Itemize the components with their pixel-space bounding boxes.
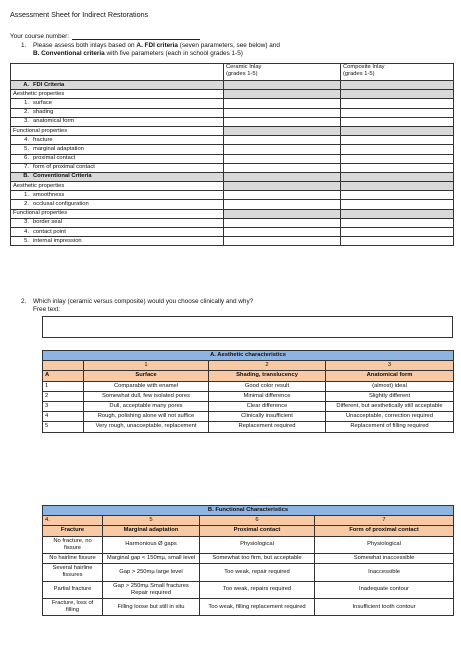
aesthetic-characteristics-table [42,350,454,433]
col-num: 1 [84,361,209,371]
composite-grade-cell[interactable] [341,228,454,237]
grading-row-item [11,154,454,163]
col-num: 5 [103,516,200,526]
grading-row-group [11,209,454,218]
criterion-label: 5. marginal adaptation [11,145,224,154]
table-cell: Several hairline fissures [43,564,103,581]
criterion-label: 1. surface [11,99,224,108]
composite-grade-cell[interactable] [341,191,454,200]
composite-grade-cell [341,172,454,181]
composite-grade-cell [341,81,454,90]
col-name: Surface [84,371,209,381]
table-row [43,564,454,581]
course-number-field [10,33,200,40]
table-cell: Comparable with enamel [84,381,209,391]
table-cell: No fracture, no fissure [43,536,103,553]
table-cell: Too weak, repair required [200,564,315,581]
ceramic-grade-cell[interactable] [224,191,341,200]
ceramic-grade-cell[interactable] [224,237,341,246]
table-row [43,381,454,391]
question-2-text: Which inlay (ceramic versus composite) would you choose clinically and why? [33,298,254,305]
grading-row-item [11,163,454,172]
grading-row-item [11,108,454,117]
table-cell: Unacceptable, correction required [326,412,454,422]
col-num-blank [43,361,84,371]
table-cell: Inadequate contour [315,581,454,598]
table-cell: Clinically insufficient [209,412,326,422]
table-cell: Too weak, repairs required [200,581,315,598]
ceramic-grade-cell[interactable] [224,108,341,117]
table-row [43,391,454,401]
col-num: 2 [209,361,326,371]
table-row [43,554,454,564]
table-cell: Somewhat inaccessible [315,554,454,564]
grading-row-item [11,99,454,108]
col-name: Fracture [43,526,103,536]
table-cell: Rough, polishing alone will not suffice [84,412,209,422]
composite-grade-cell[interactable] [341,136,454,145]
table-cell: Somewhat too firm, but acceptable [200,554,315,564]
table-cell: Partial fracture [43,581,103,598]
course-number-input[interactable] [72,33,200,40]
criterion-label: 5. internal impression [11,237,224,246]
table-row [43,599,454,616]
table-cell: Replacement of filling required [326,422,454,432]
criterion-label: 3. anatomical form [11,117,224,126]
grading-row-item [11,191,454,200]
criteria-section-label: B. Conventional Criteria [11,172,224,181]
grading-row-group [11,90,454,99]
criterion-label: 2. shading [11,108,224,117]
table-cell: (almost) ideal [326,381,454,391]
ceramic-grade-cell[interactable] [224,145,341,154]
functional-characteristics-table [42,505,454,616]
ceramic-grade-cell[interactable] [224,163,341,172]
criterion-label: 3. border seal [11,218,224,227]
ceramic-grade-cell [224,81,341,90]
table-cell: Fracture, loss of filling [43,599,103,616]
page-title: Assessment Sheet for Indirect Restorations [10,10,149,19]
col-name: Shading, translucency [209,371,326,381]
functional-table-header: B. Functional Characteristics [43,506,454,516]
table-cell: 2 [43,391,84,401]
table-cell: Gap > 250mµ Small fractures Repair required [103,581,200,598]
table-cell: Good color result [209,381,326,391]
grading-row-section [11,172,454,181]
course-number-label: Your course number: [10,33,70,40]
criteria-section-label: A. FDI Criteria [11,81,224,90]
property-group-label: Functional properties [11,126,224,135]
q1-text: (seven parameters, see below) and [177,42,280,49]
col-num: 6 [200,516,315,526]
table-cell: No hairline fissure [43,554,103,564]
ceramic-grade-cell[interactable] [224,228,341,237]
table-row [43,412,454,422]
q1-conventional-criteria: B. Conventional criteria [33,50,105,58]
col-name: Proximal contact [200,526,315,536]
composite-grade-cell [341,90,454,99]
table-cell: Marginal gap < 150mµ, small level [103,554,200,564]
grading-row-item [11,237,454,246]
col-num: 4. [43,516,103,526]
table-cell: Physiological [200,536,315,553]
composite-grade-cell[interactable] [341,145,454,154]
col-num: 7 [315,516,454,526]
table-cell: 3 [43,402,84,412]
table-cell: 1 [43,381,84,391]
criterion-label: 4. fracture [11,136,224,145]
criterion-label: 4. contact point [11,228,224,237]
criterion-label: 2. occlusal configuration [11,200,224,209]
grading-row-group [11,126,454,135]
table-cell: Physiological [315,536,454,553]
col-name: Anatomical form [326,371,454,381]
question-1-number: 1. [21,42,27,49]
table-cell: Harmonious Ø gaps [103,536,200,553]
table-cell: Inaccessible [315,564,454,581]
table-row [43,536,454,553]
aesthetic-table-header: A. Aesthetic characteristics [43,351,454,361]
ceramic-grade-cell[interactable] [224,117,341,126]
table-row [43,581,454,598]
ceramic-grade-cell[interactable] [224,99,341,108]
header-ceramic: Ceramic Inlay (grades 1-5) [224,64,341,81]
ceramic-grade-cell [224,126,341,135]
table-cell: Very rough, unacceptable, replacement [84,422,209,432]
question-1 [21,42,280,59]
q1-fdi-criteria: A. FDI criteria [136,42,178,49]
grading-row-item [11,200,454,209]
col-num: 3 [326,361,454,371]
grading-row-item [11,117,454,126]
table-row [43,422,454,432]
composite-grade-cell[interactable] [341,154,454,163]
question-2-number: 2. [21,298,27,305]
criterion-label: 1. smoothness [11,191,224,200]
grading-row-section [11,81,454,90]
ceramic-grade-cell [224,172,341,181]
grading-row-item [11,228,454,237]
ceramic-grade-cell[interactable] [224,200,341,209]
grading-table-header [11,64,454,81]
composite-grade-cell[interactable] [341,99,454,108]
table-cell: Clear difference [209,402,326,412]
free-text-box[interactable] [42,316,453,338]
property-group-label: Aesthetic properties [11,182,224,191]
col-name: Form of proximal contact [315,526,454,536]
criterion-label: 6. proximal contact [11,154,224,163]
question-2 [21,298,254,315]
table-cell: Dull, acceptable many pores [84,402,209,412]
composite-grade-cell[interactable] [341,108,454,117]
ceramic-grade-cell [224,209,341,218]
table-cell: Filling loose but still in situ [103,599,200,616]
table-cell: Insufficient tooth contour [315,599,454,616]
ceramic-grade-cell [224,90,341,99]
grading-row-item [11,218,454,227]
table-cell: Different, but aesthetically still acceptable [326,402,454,412]
table-cell: Gap > 250mµ large level [103,564,200,581]
col-name: A [43,371,84,381]
table-cell: 5 [43,422,84,432]
property-group-label: Aesthetic properties [11,90,224,99]
property-group-label: Functional properties [11,209,224,218]
table-cell: Minimal difference [209,391,326,401]
table-cell: Somewhat dull, few isolated pores [84,391,209,401]
ceramic-grade-cell[interactable] [224,154,341,163]
table-cell: Slightly different [326,391,454,401]
composite-grade-cell [341,126,454,135]
header-blank-cell [11,64,224,81]
composite-grade-cell [341,182,454,191]
ceramic-grade-cell [224,182,341,191]
header-composite: Composite Inlay (grades 1-5) [341,64,454,81]
q1-text: Please assess both inlays based on [33,42,137,49]
composite-grade-cell[interactable] [341,117,454,126]
grading-row-group [11,182,454,191]
table-cell: Too weak, filling replacement required [200,599,315,616]
composite-grade-cell [341,209,454,218]
composite-grade-cell[interactable] [341,163,454,172]
table-cell: Replacement required [209,422,326,432]
composite-grade-cell[interactable] [341,218,454,227]
table-row [43,402,454,412]
col-name: Marginal adaptation [103,526,200,536]
criterion-label: 7. form of proximal contact [11,163,224,172]
composite-grade-cell[interactable] [341,200,454,209]
grading-row-item [11,136,454,145]
composite-grade-cell[interactable] [341,237,454,246]
grading-row-item [11,145,454,154]
free-text-label: Free text: [33,306,60,314]
q1-text: with five parameters (each in school grades 1-5) [104,50,243,58]
grading-table [10,63,454,246]
ceramic-grade-cell[interactable] [224,218,341,227]
table-cell: 4 [43,412,84,422]
ceramic-grade-cell[interactable] [224,136,341,145]
